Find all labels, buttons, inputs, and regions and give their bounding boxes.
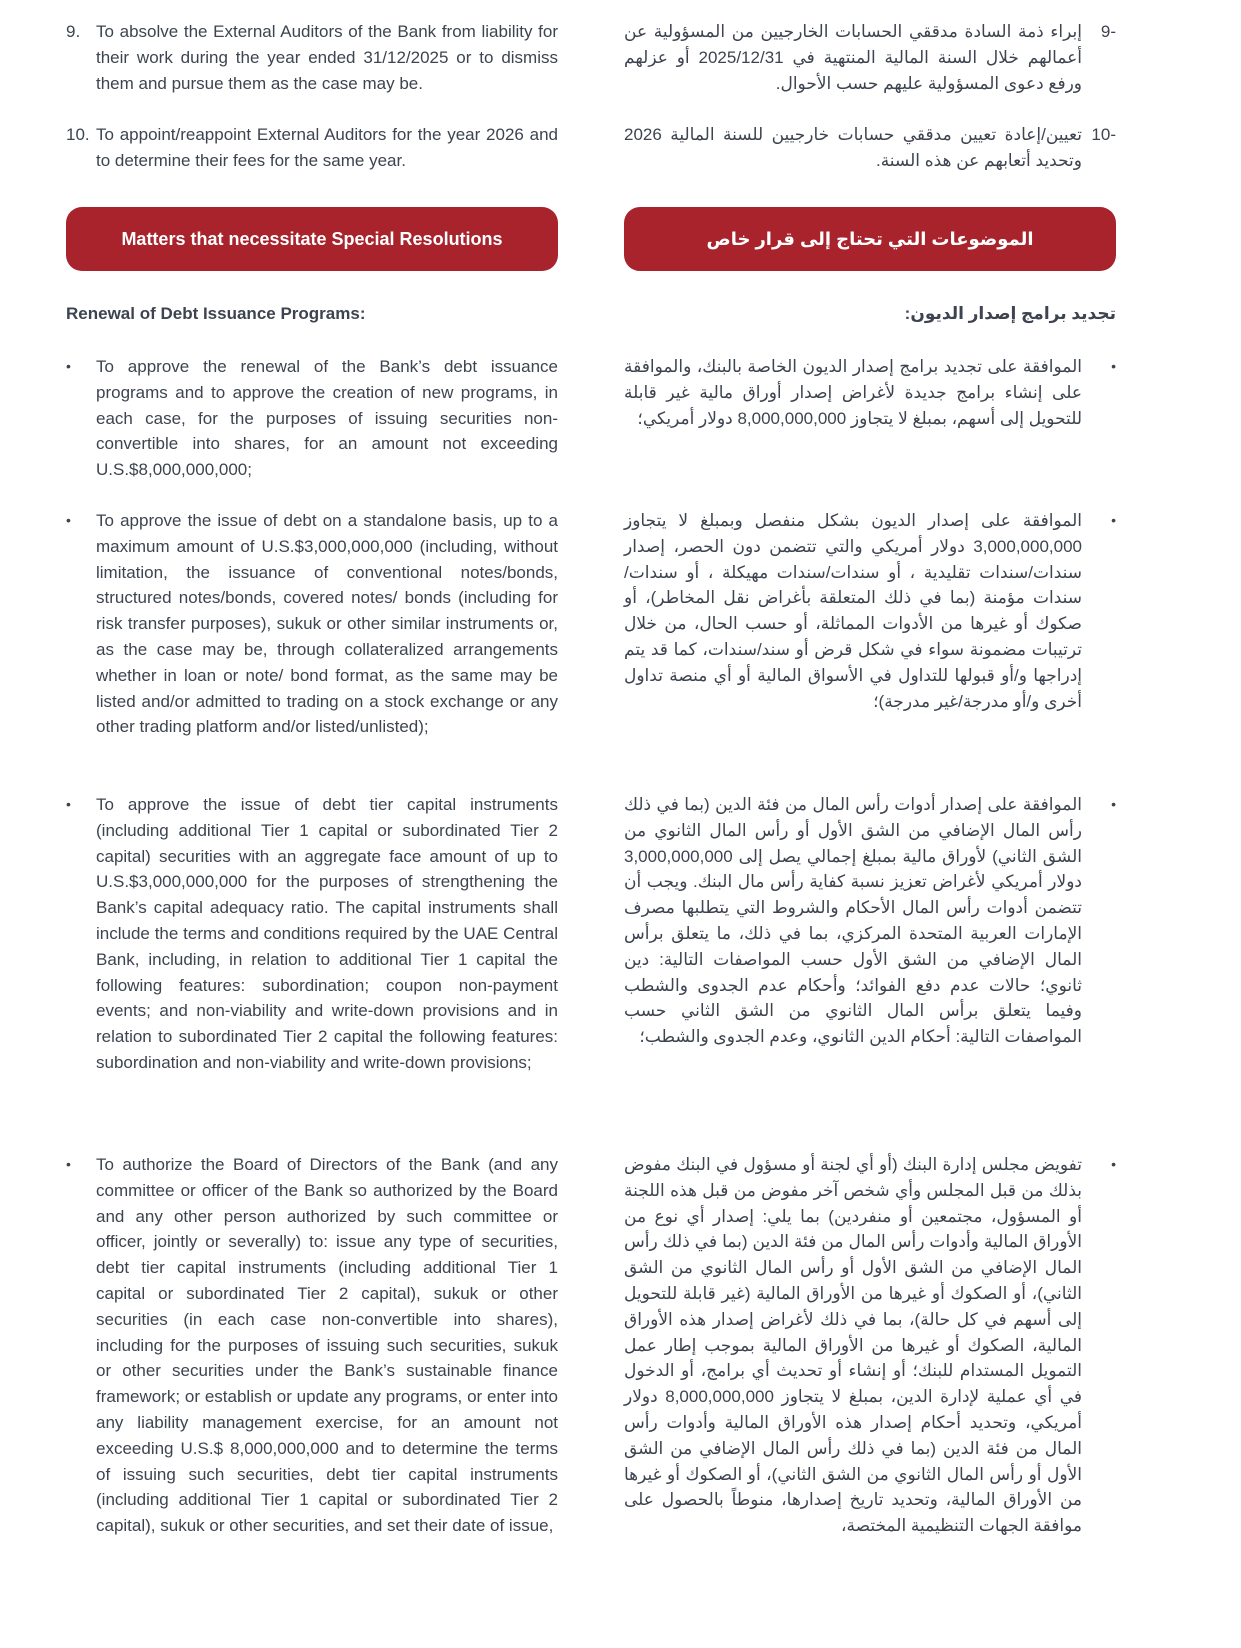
- list-item: [624, 508, 1116, 714]
- numbered-item-9: [66, 19, 558, 96]
- bullet-icon: •: [66, 512, 71, 528]
- section-heading: Renewal of Debt Issuance Programs:: [66, 304, 366, 323]
- list-item-text: To approve the renewal of the Bank’s debt issuance programs and to approve the creation of new programs, in each case, for the purposes of issuing securities non-convertible into shares, for an amount not exceeding U.S.$8,000,000,000;: [96, 357, 558, 480]
- list-item-text: الموافقة على إصدار الديون بشكل منفصل وبمبلغ لا يتجاوز 3,000,000,000 دولار أمريكي والتي تتضمن دون الحصر، إصدار سندات/سندات تقليدية ، أو سندات/سندات مهيكلة ، أو سندات/سندات مؤمنة (بما في ذلك المتعلقة بأغراض نقل المخاطر)، أو صكوك أو غيرها من الأدوات المماثلة، أو حسب الحال، من خلال ترتيبات مضمونة سواء في شكل قرض أو سند/سندات، كما قد يتم إدراجها و/أو قبولها للتداول في الأسواق المالية أو أي منصة تداول أخرى و/أو مدرجة/غير مدرجة)؛: [624, 511, 1082, 711]
- list-item-text: الموافقة على إصدار أدوات رأس المال من فئة الدين (بما في ذلك رأس المال الإضافي من الشق الأول أو رأس المال الثانوي من الشق الثاني) لأوراق مالية بمبلغ إجمالي يصل إلى 3,000,000,000 دولار أمريكي لأغراض تعزيز نسبة كفاية رأس مال البنك. ويجب أن تتضمن أدوات رأس المال الأحكام والشروط التي يتطلبها مصرف الإمارات العربية المتحدة المركزي، بما في ذلك، ما يتعلق برأس المال الإضافي من الشق الأول حسب المواصفات التالية: دين ثانوي؛ حالات عدم دفع الفوائد؛ وأحكام عدم الجدوى والشطب وفيما يتعلق برأس المال الثانوي من الشق الثاني حسب المواصفات التالية: أحكام الدين الثانوي، وعدم الجدوى والشطب؛: [624, 795, 1082, 1047]
- numbered-item-10-ar: [624, 122, 1116, 174]
- special-resolutions-banner-ar: الموضوعات التي تحتاج إلى قرار خاص: [624, 207, 1116, 271]
- bullet-icon: •: [1111, 796, 1116, 812]
- item-number: -10: [1091, 125, 1116, 144]
- list-item: [624, 354, 1116, 431]
- section-heading-ar: تجديد برامج إصدار الديون:: [904, 304, 1116, 323]
- special-resolutions-banner: Matters that necessitate Special Resolutions: [66, 207, 558, 271]
- list-item-text: To approve the issue of debt tier capital instruments (including additional Tier 1 capital or subordinated Tier 2 capital) securities with an aggregate face amount of up to U.S.$3,000,000,000 for the purposes of strengthening the Bank’s capital adequacy ratio. The capital instruments shall include the terms and conditions required by the UAE Central Bank, including, in relation to additional Tier 1 capital the following features: subordination; coupon non-payment events; and non-viability and write-down provisions and in relation to subordinated Tier 2 capital the following features: subordination and non-viability and write-down provisions;: [96, 795, 558, 1072]
- list-item: [624, 792, 1116, 1050]
- list-item-text: To approve the issue of debt on a standalone basis, up to a maximum amount of U.S.$3,000,000,000 (including, without limitation, the issuance of conventional notes/bonds, structured notes/bonds, covered notes/ bonds (including for risk transfer purposes), sukuk or other similar instruments or, as the case may be, through collateralized arrangements whether in loan or note/ bond format, as the same may be listed and/or admitted to trading on a stock exchange or any other trading platform and/or listed/unlisted);: [96, 511, 558, 737]
- list-item: [66, 792, 558, 1076]
- list-item-text: تفويض مجلس إدارة البنك (أو أي لجنة أو مسؤول في البنك مفوض بذلك من قبل المجلس وأي شخص آخر مفوض من قبل هذه اللجنة أو المسؤول، مجتمعين أو منفردين) بما يلي: إصدار أي نوع من الأوراق المالية وأدوات رأس المال من فئة الدين (بما في ذلك رأس المال الإضافي من الشق الأول أو رأس المال الثانوي من الشق الثاني)، أو الصكوك أو غيرها من الأوراق المالية (غير قابلة للتحويل إلى أسهم في كل حالة)، بما في ذلك لأغراض إصدار هذه الأوراق المالية، الصكوك أو غيرها من الأوراق المالية بموجب إطار عمل التمويل المستدام للبنك؛ أو إنشاء أو تحديث أي برامج، أو الدخول في أي عملية لإدارة الدين، بمبلغ لا يتجاوز 8,000,000,000 دولار أمريكي، وتحديد أحكام إصدار هذه الأوراق المالية وأدوات رأس المال من فئة الدين (بما في ذلك رأس المال الإضافي من الشق الأول أو رأس المال الثانوي من الشق الثاني)، أو الصكوك أو غيرها من الأوراق المالية، وتحديد تاريخ إصدارها، منوطاً بالحصول على موافقة الجهات التنظيمية المختصة،: [624, 1155, 1082, 1536]
- bullet-icon: •: [66, 796, 71, 812]
- numbered-item-10: [66, 122, 558, 174]
- bullet-icon: •: [66, 1156, 71, 1172]
- bullet-icon: •: [1111, 512, 1116, 528]
- item-number: 10.: [66, 125, 90, 144]
- list-item: [624, 1152, 1116, 1539]
- item-number: -9: [1100, 22, 1116, 41]
- bullet-icon: •: [1111, 358, 1116, 374]
- item-number: 9.: [66, 22, 81, 41]
- bullet-icon: •: [66, 358, 71, 374]
- list-item: [66, 1152, 558, 1539]
- item-text: تعيين/إعادة تعيين مدققي حسابات خارجيين للسنة المالية 2026 وتحديد أتعابهم عن هذه السنة.: [624, 125, 1082, 170]
- list-item: [66, 508, 558, 740]
- list-item: [66, 354, 558, 483]
- item-text: إبراء ذمة السادة مدققي الحسابات الخارجيين من المسؤولية عن أعمالهم خلال السنة المالية المنتهية في 2025/12/31 أو عزلهم ورفع دعوى المسؤولية عليهم حسب الأحوال.: [624, 22, 1083, 93]
- item-text: To appoint/reappoint External Auditors for the year 2026 and to determine their fees for the same year.: [96, 125, 558, 170]
- bullet-icon: •: [1111, 1156, 1116, 1172]
- list-item-text: الموافقة على تجديد برامج إصدار الديون الخاصة بالبنك، والموافقة على إنشاء برامج جديدة لأغراض إصدار أوراق مالية غير قابلة للتحويل إلى أسهم، بمبلغ لا يتجاوز 8,000,000,000 دولار أمريكي؛: [624, 357, 1082, 428]
- item-text: To absolve the External Auditors of the Bank from liability for their work during the year ended 31/12/2025 or to dismiss them and pursue them as the case may be.: [96, 22, 558, 93]
- numbered-item-9-ar: [624, 19, 1116, 96]
- list-item-text: To authorize the Board of Directors of the Bank (and any committee or officer of the Bank so authorized by the Board and any other person authorized by such committee or officer, jointly or severally) to: issue any type of securities, debt tier capital instruments (including additional Tier 1 capital or subordinated Tier 2 capital), sukuk or other securities (in each case non-convertible into shares), including for the purposes of issuing such securities, sukuk or other securities under the Bank’s sustainable finance framework; or establish or update any programs, or enter into any liability management exercise, for an amount not exceeding U.S.$ 8,000,000,000 and to determine the terms of issuing such securities, debt tier capital instruments (including additional Tier 1 capital or subordinated Tier 2 capital), sukuk or other securities, and set their date of issue,: [96, 1155, 558, 1536]
